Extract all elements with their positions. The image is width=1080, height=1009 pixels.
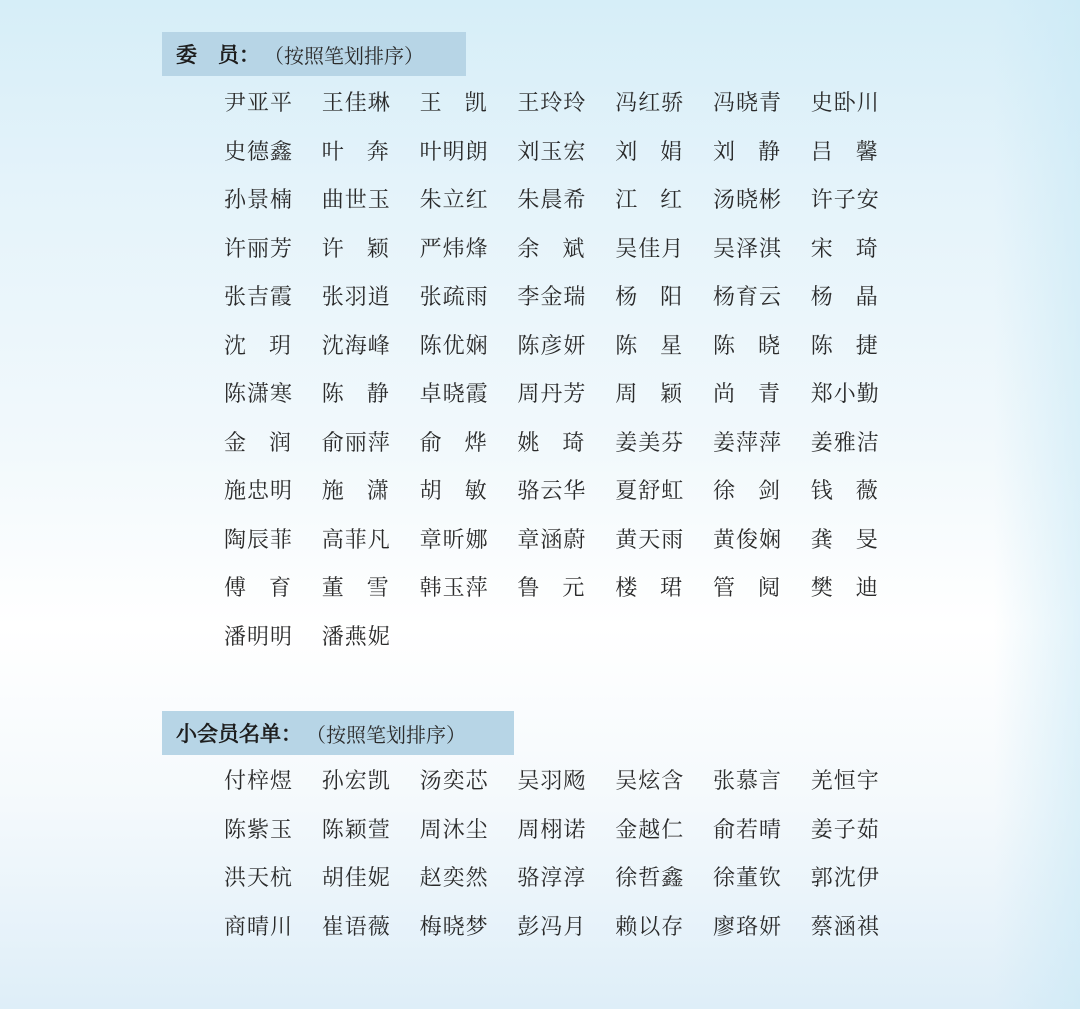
name-item: 许子安 <box>810 188 880 213</box>
name-item: 曲世玉 <box>321 188 391 213</box>
name-item: 骆淳淳 <box>517 866 587 891</box>
name-item: 冯红骄 <box>615 91 685 116</box>
name-item: 张慕言 <box>712 769 782 794</box>
name-item: 许丽芳 <box>224 236 294 262</box>
name-item: 楼 珺 <box>615 576 684 601</box>
name-item: 胡佳妮 <box>321 866 391 891</box>
name-item: 尚 青 <box>712 382 781 407</box>
name-item: 江 红 <box>615 188 684 213</box>
name-item: 陈潇寒 <box>224 382 294 407</box>
name-item: 梅晓梦 <box>419 914 489 940</box>
name-item: 洪天杭 <box>224 866 294 891</box>
name-item: 许 颖 <box>321 236 390 262</box>
name-item: 汤奕芯 <box>419 769 489 794</box>
committee-sort-note: （按照笔划排序） <box>264 43 424 68</box>
name-item: 叶明朗 <box>419 139 489 165</box>
name-item: 张羽逍 <box>321 285 391 310</box>
name-item: 史卧川 <box>810 91 880 116</box>
name-item: 陈 晓 <box>712 333 781 359</box>
name-item: 鲁 元 <box>517 576 586 601</box>
junior-members-name-list <box>224 768 909 962</box>
name-item: 陈紫玉 <box>224 817 294 843</box>
name-item: 李金瑞 <box>517 285 587 310</box>
name-item: 杨 晶 <box>810 285 879 310</box>
committee-name-list <box>224 90 909 672</box>
name-item: 陈彦妍 <box>517 333 587 359</box>
name-item: 吴佳月 <box>615 236 685 262</box>
name-item: 董 雪 <box>321 576 390 601</box>
name-item: 杨育云 <box>712 285 782 310</box>
name-item: 吴泽淇 <box>712 236 782 262</box>
name-item: 郑小勤 <box>810 382 880 407</box>
name-item: 韩玉萍 <box>419 576 489 601</box>
name-item: 陈优娴 <box>419 333 489 359</box>
name-item: 沈 玥 <box>224 333 292 359</box>
junior-members-title: 小会员名单： <box>176 722 302 746</box>
name-item: 卓晓霞 <box>419 382 489 407</box>
name-item: 陈 静 <box>321 382 390 407</box>
name-item: 刘玉宏 <box>517 139 587 165</box>
name-item: 周栩诺 <box>517 817 587 843</box>
name-item: 施 潇 <box>321 479 390 504</box>
name-item: 孙宏凯 <box>321 769 391 794</box>
name-item: 吴羽飏 <box>517 769 587 794</box>
name-item: 俞丽萍 <box>321 430 391 456</box>
name-item: 付梓煜 <box>224 769 294 794</box>
name-item: 王玲玲 <box>517 91 587 116</box>
name-item: 崔语薇 <box>321 914 391 940</box>
name-item: 余 斌 <box>517 236 586 262</box>
name-item: 徐董钦 <box>712 866 782 891</box>
name-item: 金 润 <box>224 430 292 456</box>
name-item: 冯晓青 <box>712 91 782 116</box>
name-item: 俞 烨 <box>419 430 488 456</box>
name-item: 姜美芬 <box>615 430 685 456</box>
name-item: 孙景楠 <box>224 188 294 213</box>
name-item: 潘燕妮 <box>321 624 391 650</box>
name-item: 王 凯 <box>419 91 488 116</box>
name-item: 朱晨希 <box>517 188 587 213</box>
name-item: 王佳琳 <box>321 91 391 116</box>
name-item: 黄俊娴 <box>712 527 782 553</box>
name-item: 周丹芳 <box>517 382 587 407</box>
committee-title: 委 员： <box>176 43 260 67</box>
name-item: 杨 阳 <box>615 285 684 310</box>
name-item: 郭沈伊 <box>810 866 880 891</box>
name-item: 严炜烽 <box>419 236 489 262</box>
name-item: 尹亚平 <box>224 91 294 116</box>
name-item: 廖珞妍 <box>712 914 782 940</box>
name-item: 赵奕然 <box>419 866 489 891</box>
name-item: 刘 娟 <box>615 139 684 165</box>
name-item: 张吉霞 <box>224 285 294 310</box>
name-item: 姚 琦 <box>517 430 586 456</box>
name-item: 彭冯月 <box>517 914 587 940</box>
name-item: 沈海峰 <box>321 333 391 359</box>
name-item: 陈 捷 <box>810 333 879 359</box>
name-item: 胡 敏 <box>419 479 488 504</box>
name-item: 徐哲鑫 <box>615 866 685 891</box>
name-item: 姜萍萍 <box>712 430 782 456</box>
name-item: 周 颖 <box>615 382 684 407</box>
name-item: 高菲凡 <box>321 527 391 553</box>
junior-members-sort-note: （按照笔划排序） <box>306 722 466 747</box>
name-item: 汤晓彬 <box>712 188 782 213</box>
name-item: 钱 薇 <box>810 479 879 504</box>
name-item: 叶 奔 <box>321 139 390 165</box>
name-item: 姜子茹 <box>810 817 880 843</box>
name-item: 朱立红 <box>419 188 489 213</box>
name-item: 管 阋 <box>712 576 781 601</box>
name-item: 潘明明 <box>224 624 294 650</box>
name-item: 宋 琦 <box>810 236 879 262</box>
name-item: 陈 星 <box>615 333 684 359</box>
name-item: 黄天雨 <box>615 527 685 553</box>
name-item: 周沐尘 <box>419 817 489 843</box>
name-item: 龚 旻 <box>810 527 879 553</box>
name-item: 陶辰菲 <box>224 527 294 553</box>
name-item: 骆云华 <box>517 479 587 504</box>
name-item: 蔡涵祺 <box>810 914 880 940</box>
name-item: 章昕娜 <box>419 527 489 553</box>
name-item: 吴炫含 <box>615 769 685 794</box>
name-item: 张疏雨 <box>419 285 489 310</box>
name-item: 夏舒虹 <box>615 479 685 504</box>
name-item: 商晴川 <box>224 914 294 940</box>
name-item: 吕 馨 <box>810 139 879 165</box>
name-item: 樊 迪 <box>810 576 879 601</box>
name-item: 史德鑫 <box>224 139 294 165</box>
name-item: 俞若晴 <box>712 817 782 843</box>
name-item: 金越仁 <box>615 817 685 843</box>
name-item: 刘 静 <box>712 139 781 165</box>
name-item: 傅 育 <box>224 576 292 601</box>
name-item: 陈颖萱 <box>321 817 391 843</box>
name-item: 施忠明 <box>224 479 294 504</box>
junior-members-header <box>162 711 514 755</box>
name-item: 徐 剑 <box>712 479 781 504</box>
name-item: 姜雅洁 <box>810 430 880 456</box>
name-item: 赖以存 <box>615 914 685 940</box>
name-item: 羌恒宇 <box>810 769 880 794</box>
name-item: 章涵蔚 <box>517 527 587 553</box>
committee-header <box>162 32 466 76</box>
